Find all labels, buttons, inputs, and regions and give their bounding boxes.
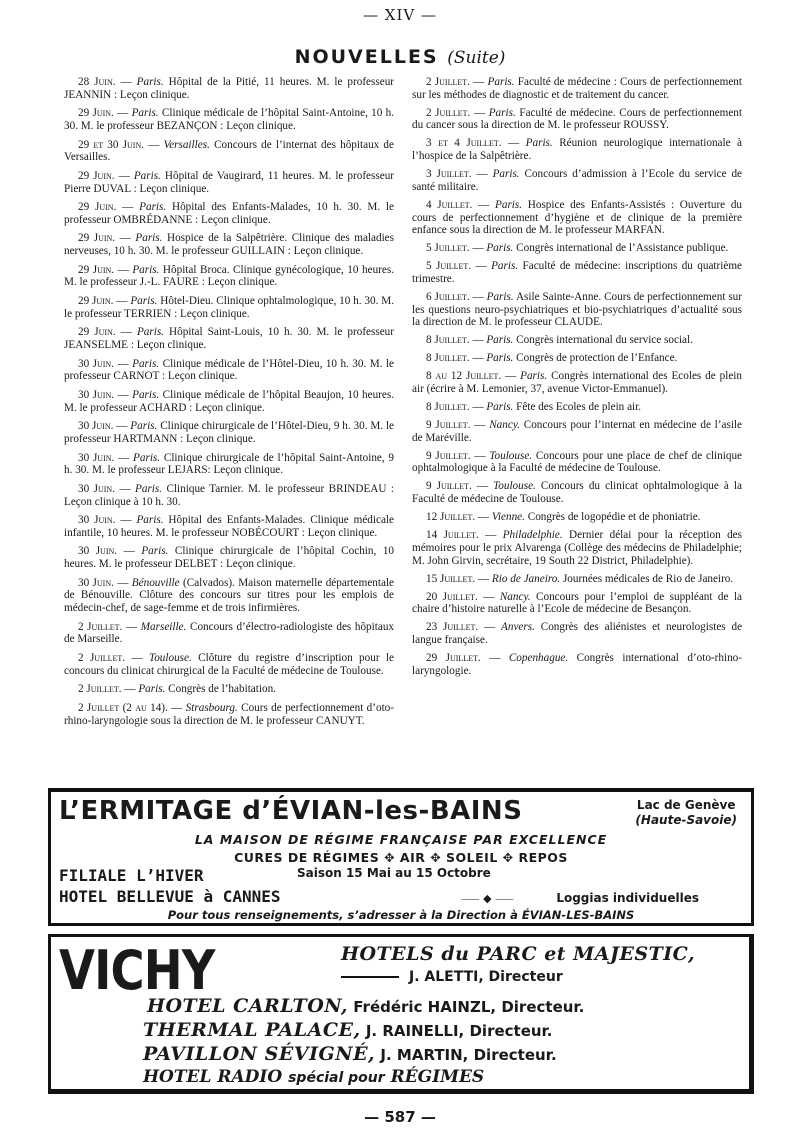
roman-page-number: — XIV — bbox=[363, 6, 437, 24]
entry-text: Clinique médicale de l’hôpital Saint-Antoine, 10 h. 30. M. le professeur BEZANÇON : Leçon clinique. bbox=[64, 107, 395, 132]
news-entry: 30 Juin. — Paris. Clinique médicale de l’hôpital Beaujon, 10 heures. M. le professeur ACHARD : Leçon clinique. bbox=[64, 388, 395, 414]
entry-place: Philadelphie. bbox=[502, 529, 563, 542]
entry-date: 29 Juin. bbox=[78, 263, 115, 276]
news-entry: 12 Juillet. — Vienne. Congrès de logopédie et de phoniatrie. bbox=[426, 511, 701, 524]
entry-text: Dernier délai pour la réception des mémoires pour le prix Alvarenga (Collège des médecins de Philadelphie; M. John Girvin, secrétaire, 19 South 22 District, Philadelphie). bbox=[412, 529, 742, 567]
news-entry: 15 Juillet. — Rio de Janeiro. Journées médicales de Rio de Janeiro. bbox=[426, 572, 734, 585]
entry-text: Congrès de logopédie et de phoniatrie. bbox=[527, 511, 701, 524]
ad-vichy-rule bbox=[341, 976, 399, 978]
news-entry: 2 Juillet. — Paris. Congrès de l’habitation. bbox=[78, 683, 276, 696]
entry-text: Hôpital Broca. Clinique gynécologique, 10 heures. M. le professeur J.-L. FAURE : Leçon clinique. bbox=[64, 263, 395, 289]
entry-text: Congrès international des Ecoles de plein air (écrire à M. Lemonier, 37, avenue Victor-Emmanuel). bbox=[412, 370, 742, 396]
entry-text: Congrès de protection de l’Enfance. bbox=[516, 352, 678, 365]
entry-place: Paris. bbox=[133, 451, 161, 464]
news-entry: 28 Juin. — Paris. Hôpital de la Pitié, 11 heures. M. le professeur JEANNIN : Leçon clinique. bbox=[64, 76, 395, 101]
news-entry: 23 Juillet. — Anvers. Congrès des aliénistes et neurologistes de langue française. bbox=[412, 621, 742, 646]
ad-vichy-aletti-text: J. ALETTI, Directeur bbox=[409, 969, 563, 985]
news-entry: 2 Juillet (2 au 14). — Strasbourg. Cours de perfectionnement d’oto-rhino-laryngologie sous la direction de M. le professeur CANUYT. bbox=[64, 701, 395, 727]
news-entry: 8 Juillet. — Paris. Congrès de protection de l’Enfance. bbox=[426, 352, 678, 365]
entry-place: Paris. bbox=[131, 107, 159, 120]
ad-evian-filiale: FILIALE L’HIVER bbox=[59, 866, 204, 885]
ad-ermitage-evian bbox=[48, 788, 754, 926]
entry-date: 20 Juillet. bbox=[426, 590, 478, 603]
news-entry: 14 Juillet. — Philadelphie. Dernier délai pour la réception des mémoires pour le prix Alvarenga (Collège des médecins de Philadelphie; M. John Girvin, secrétaire, 19 South 22 District, Philadelphie). bbox=[412, 529, 742, 567]
entry-date: 2 Juillet. bbox=[78, 683, 122, 696]
entry-text: Cours de perfectionnement d’oto-rhino-laryngologie sous la direction de M. le professeur CANUYT. bbox=[64, 701, 395, 727]
ad-evian-region: (Haute-Savoie) bbox=[635, 813, 737, 827]
entry-date: 8 Juillet. bbox=[426, 334, 470, 347]
entry-date: 14 Juillet. bbox=[426, 529, 479, 542]
entry-date: 28 Juin. bbox=[78, 76, 116, 88]
entry-place: Paris. bbox=[486, 290, 514, 303]
entry-date: 29 Juin. bbox=[78, 295, 114, 308]
entry-place: Paris. bbox=[488, 106, 516, 119]
entry-place: Strasbourg. bbox=[185, 701, 238, 714]
entry-date: 8 Juillet. bbox=[426, 401, 470, 414]
entry-text: Concours pour l’emploi de suppléant de la chaire d’histoire naturelle à l’Ecole de médecine de Besançon. bbox=[412, 590, 742, 616]
entry-text: Faculté de médecine : Cours de perfectionnement sur les méthodes de diagnostic et de traitement du cancer. bbox=[412, 76, 742, 101]
entry-place: Rio de Janeiro. bbox=[491, 572, 561, 585]
entry-date: 30 Juin. bbox=[78, 451, 115, 464]
entry-date: 5 Juillet. bbox=[426, 260, 472, 273]
entry-date: 9 Juillet. bbox=[426, 419, 471, 432]
entry-text: Hôtel-Dieu. Clinique ophtalmologique, 10 h. 30. M. le professeur TERRIEN : Leçon clinique. bbox=[64, 295, 395, 320]
entry-place: Versailles. bbox=[163, 138, 210, 151]
entry-text: Concours pour une place de chef de clinique ophtalmologique à la Faculté de médecine de Toulouse. bbox=[412, 449, 742, 475]
ad-vichy-logo: VICHY bbox=[59, 939, 215, 1002]
entry-place: Paris. bbox=[136, 76, 164, 88]
news-entry: 8 Juillet. — Paris. Congrès international du service social. bbox=[426, 334, 693, 347]
news-entry: 30 Juin. — Paris. Clinique Tarnier. M. le professeur BRINDEAU : Leçon clinique à 10 h. 30. bbox=[64, 482, 394, 508]
news-entry: 29 et 30 Juin. — Versailles. Concours de l’internat des hôpitaux de Versailles. bbox=[64, 138, 394, 164]
ad-vichy-radio bbox=[143, 1067, 484, 1087]
news-entry: 5 Juillet. — Paris. Faculté de médecine: inscriptions du quatrième trimestre. bbox=[412, 260, 742, 285]
ad-evian-cures: CURES DE RÉGIMES ✥ AIR ✥ SOLEIL ✥ REPOS bbox=[234, 850, 568, 865]
entry-date: 2 Juillet. bbox=[426, 76, 470, 88]
entry-place: Paris. bbox=[141, 545, 169, 558]
entry-place: Vienne. bbox=[491, 511, 525, 524]
entry-date: 29 Juillet. bbox=[426, 651, 481, 664]
entry-text: Clinique chirurgicale de l’Hôtel-Dieu, 9 h. 30. M. le professeur HARTMANN : Leçon clinique. bbox=[64, 420, 395, 445]
page-heading bbox=[0, 46, 800, 68]
entry-date: 30 Juin. bbox=[78, 420, 114, 433]
news-entry: 4 Juillet. — Paris. Hospice des Enfants-Assistés : Ouverture du cours de perfectionnement d’hygiène et de clinique de la première enfance sous la direction de M. le professeur MARFAN. bbox=[412, 198, 742, 237]
entry-text: Hôpital de Vaugirard, 11 heures. M. le professeur Pierre DUVAL : Leçon clinique. bbox=[64, 169, 395, 195]
entry-date: 5 Juillet. bbox=[426, 242, 470, 255]
entry-text: Journées médicales de Rio de Janeiro. bbox=[562, 572, 734, 585]
entry-place: Nancy. bbox=[489, 419, 520, 432]
ad-vichy-director: Frédéric HAINZL, Directeur. bbox=[353, 998, 585, 1016]
entry-place: Paris. bbox=[486, 334, 514, 347]
entry-place: Paris. bbox=[132, 357, 160, 370]
ad-vichy-radio-end: RÉGIMES bbox=[390, 1067, 485, 1087]
ad-vichy-director: J. MARTIN, Directeur. bbox=[380, 1046, 557, 1064]
news-entry: 29 Juin. — Paris. Hôpital des Enfants-Malades, 10 h. 30. M. le professeur OMBRÉDANNE : Leçon clinique. bbox=[64, 201, 394, 226]
news-entry: 2 Juillet. — Toulouse. Clôture du registre d’inscription pour le concours du clinicat chirurgical de la Faculté de médecine de Toulouse. bbox=[64, 652, 394, 677]
entry-text: Asile Sainte-Anne. Cours de perfectionnement sur les questions neuro-psychiatriques et bio-psychiatriques d’actualité sous la direction de M. le professeur CLAUDE. bbox=[412, 290, 742, 329]
entry-place: Paris. bbox=[130, 420, 158, 433]
entry-date: 15 Juillet. bbox=[426, 572, 476, 585]
entry-text: Faculté de médecine. Cours de perfectionnement du cancer sous la direction de M. le professeur ROUSSY. bbox=[412, 106, 742, 132]
entry-place: Bénouville bbox=[131, 576, 180, 589]
news-entry: 30 Juin. — Paris. Clinique médicale de l’Hôtel-Dieu, 10 h. 30. M. le professeur CARNOT : Leçon clinique. bbox=[64, 357, 395, 383]
entry-date: 8 Juillet. bbox=[426, 352, 470, 365]
entry-place: Paris. bbox=[486, 352, 514, 365]
entry-place: Paris. bbox=[486, 401, 514, 414]
news-entry: 29 Juin. — Paris. Hôpital Saint-Louis, 10 h. 30. M. le professeur JEANSELME : Leçon clinique. bbox=[64, 326, 395, 352]
heading-suffix: (Suite) bbox=[447, 48, 506, 68]
news-entry: 29 Juin. — Paris. Hôpital de Vaugirard, 11 heures. M. le professeur Pierre DUVAL : Leçon clinique. bbox=[64, 169, 395, 195]
entry-date: 29 Juin. bbox=[78, 232, 116, 245]
entry-text: Congrès de l’habitation. bbox=[168, 683, 276, 696]
entry-text: Concours d’électro-radiologiste des hôpitaux de Marseille. bbox=[64, 620, 395, 646]
news-entry: 5 Juillet. — Paris. Congrès international de l’Assistance publique. bbox=[426, 242, 729, 255]
news-column-left bbox=[64, 76, 394, 782]
news-entry: 30 Juin. — Paris. Clinique chirurgicale de l’hôpital Cochin, 10 heures. M. le professeur DELBET : Leçon clinique. bbox=[64, 545, 395, 571]
entry-text: Faculté de médecine: inscriptions du quatrième trimestre. bbox=[412, 260, 742, 285]
ad-evian-location bbox=[635, 798, 737, 828]
entry-date: 30 Juin. bbox=[78, 514, 116, 527]
entry-text: Clinique Tarnier. M. le professeur BRINDEAU : Leçon clinique à 10 h. 30. bbox=[64, 482, 394, 508]
news-entry: 30 Juin. — Bénouville (Calvados). Maison maternelle départementale de Bénouville. Clôture des concours sur titres pour les emplois de médecin-chef, de sage-femme et de trois infirmières. bbox=[64, 576, 395, 615]
news-entry: 29 Juin. — Paris. Hospice de la Salpêtrière. Clinique des maladies nerveuses, 10 h. 30. M. le professeur GUILLAIN : Leçon clinique. bbox=[64, 232, 394, 258]
entry-date: 29 et 30 Juin. bbox=[78, 138, 145, 151]
ad-vichy-line-sevigne bbox=[143, 1043, 557, 1065]
ad-vichy-hotel-name: PAVILLON SÉVIGNÉ, bbox=[143, 1043, 376, 1065]
entry-place: Paris. bbox=[486, 242, 514, 255]
entry-text: Concours de l’internat des hôpitaux de Versailles. bbox=[64, 138, 394, 164]
ad-evian-saison: Saison 15 Mai au 15 Octobre bbox=[297, 866, 491, 880]
entry-date: 2 Juillet. bbox=[78, 620, 123, 633]
ad-vichy-aletti bbox=[341, 969, 563, 985]
page-number: — 587 — bbox=[364, 1108, 436, 1126]
entry-text: Hospice des Enfants-Assistés : Ouverture du cours de perfectionnement d’hygiène et de clinique de la première enfance sous la direction de M. le professeur MARFAN. bbox=[412, 198, 742, 237]
entry-place: Paris. bbox=[135, 482, 163, 495]
ad-evian-tagline: LA MAISON DE RÉGIME FRANÇAISE PAR EXCELLENCE bbox=[194, 832, 608, 847]
entry-place: Nancy. bbox=[499, 590, 531, 603]
entry-date: 2 Juillet. bbox=[426, 106, 471, 119]
ad-vichy-radio-mid: spécial pour bbox=[288, 1070, 385, 1086]
ad-vichy-director: J. RAINELLI, Directeur. bbox=[365, 1022, 553, 1040]
entry-text: Fête des Ecoles de plein air. bbox=[516, 401, 642, 414]
ad-vichy-radio-name: HOTEL RADIO bbox=[143, 1067, 283, 1087]
entry-text: Clinique médicale de l’hôpital Beaujon, 10 heures. M. le professeur ACHARD : Leçon clinique. bbox=[64, 388, 395, 414]
ad-vichy-hotel-name: THERMAL PALACE, bbox=[143, 1019, 361, 1041]
entry-text: Hôpital de la Pitié, 11 heures. M. le professeur JEANNIN : Leçon clinique. bbox=[64, 76, 395, 101]
entry-date: 9 Juillet. bbox=[426, 480, 472, 493]
entry-place: Paris. bbox=[136, 326, 164, 339]
entry-text: Clinique chirurgicale de l’hôpital Saint-Antoine, 9 h. 30. M. le professeur LEJARS: Leçon clinique. bbox=[64, 451, 395, 477]
entry-text: (Calvados). Maison maternelle départementale de Bénouville. Clôture des concours sur titres pour les emplois de médecin-chef, de sage-femme et de trois infirmières. bbox=[64, 576, 395, 615]
news-entry: 29 Juin. — Paris. Hôtel-Dieu. Clinique ophtalmologique, 10 h. 30. M. le professeur TERRIEN : Leçon clinique. bbox=[64, 295, 395, 320]
entry-date: 30 Juin. bbox=[78, 388, 115, 401]
entry-date: 8 au 12 Juillet. bbox=[426, 370, 502, 383]
entry-place: Paris. bbox=[138, 683, 166, 696]
ad-evian-contact: Pour tous renseignements, s’adresser à la Direction à ÉVIAN-LES-BAINS bbox=[167, 908, 635, 922]
entry-text: Concours pour l’internat en médecine de l’asile de Maréville. bbox=[412, 419, 742, 444]
ad-evian-title: L’ERMITAGE d’ÉVIAN-les-BAINS bbox=[59, 796, 523, 826]
entry-date: 3 Juillet. bbox=[426, 168, 472, 181]
entry-text: Concours d’admission à l’Ecole du service de santé militaire. bbox=[412, 168, 742, 193]
entry-place: Paris. bbox=[130, 295, 158, 308]
entry-date: 29 Juin. bbox=[78, 201, 117, 214]
entry-date: 2 Juillet (2 au 14). bbox=[78, 701, 168, 714]
news-entry: 29 Juin. — Paris. Hôpital Broca. Clinique gynécologique, 10 heures. M. le professeur J.-L. FAURE : Leçon clinique. bbox=[64, 263, 395, 289]
entry-date: 30 Juin. bbox=[78, 545, 118, 558]
ad-evian-loggias: Loggias individuelles bbox=[556, 891, 699, 905]
entry-text: Réunion neurologique internationale à l’hospice de la Salpêtrière. bbox=[412, 137, 742, 163]
entry-date: 30 Juin. bbox=[78, 576, 114, 589]
entry-date: 23 Juillet. bbox=[426, 621, 479, 634]
news-entry: 30 Juin. — Paris. Hôpital des Enfants-Malades. Clinique médicale infantile, 10 heures. M. le professeur NOBÉCOURT : Leçon clinique. bbox=[64, 514, 395, 539]
news-entry: 3 Juillet. — Paris. Concours d’admission à l’Ecole du service de santé militaire. bbox=[412, 168, 742, 193]
news-entry: 6 Juillet. — Paris. Asile Sainte-Anne. Cours de perfectionnement sur les questions neuro-psychiatriques et bio-psychiatriques d’actualité sous la direction de M. le professeur CLAUDE. bbox=[412, 290, 742, 329]
entry-place: Paris. bbox=[491, 260, 519, 273]
news-entry: 29 Juillet. — Copenhague. Congrès international d’oto-rhino-laryngologie. bbox=[412, 651, 742, 677]
ad-vichy-line-thermal bbox=[143, 1019, 553, 1041]
entry-text: Hôpital des Enfants-Malades. Clinique médicale infantile, 10 heures. M. le professeur NOBÉCOURT : Leçon clinique. bbox=[64, 514, 395, 539]
ad-evian-hotel: HOTEL BELLEVUE à CANNES bbox=[59, 887, 281, 906]
news-entry: 2 Juillet. — Marseille. Concours d’électro-radiologiste des hôpitaux de Marseille. bbox=[64, 620, 395, 646]
entry-place: Paris. bbox=[136, 514, 164, 527]
news-entry: 30 Juin. — Paris. Clinique chirurgicale de l’hôpital Saint-Antoine, 9 h. 30. M. le professeur LEJARS: Leçon clinique. bbox=[64, 451, 395, 477]
entry-text: Concours du clinicat ophtalmologique à la Faculté de médecine de Toulouse. bbox=[412, 480, 742, 506]
entry-place: Paris. bbox=[132, 263, 160, 276]
news-entry: 2 Juillet. — Paris. Faculté de médecine : Cours de perfectionnement sur les méthodes de diagnostic et de traitement du cancer. bbox=[412, 76, 742, 101]
entry-place: Paris. bbox=[520, 370, 548, 383]
ad-evian-lac: Lac de Genève bbox=[636, 798, 736, 812]
entry-date: 30 Juin. bbox=[78, 357, 115, 370]
entry-place: Toulouse. bbox=[149, 652, 192, 665]
heading-title: NOUVELLES bbox=[294, 46, 439, 68]
entry-text: Hospice de la Salpêtrière. Clinique des maladies nerveuses, 10 h. 30. M. le professeur GUILLAIN : Leçon clinique. bbox=[64, 232, 394, 258]
news-entry: 20 Juillet. — Nancy. Concours pour l’emploi de suppléant de la chaire d’histoire naturelle à l’Ecole de médecine de Besançon. bbox=[412, 590, 742, 616]
entry-place: Paris. bbox=[133, 169, 161, 182]
news-columns bbox=[64, 76, 742, 782]
ad-vichy-line-carlton bbox=[147, 995, 584, 1017]
news-entry: 29 Juin. — Paris. Clinique médicale de l’hôpital Saint-Antoine, 10 h. 30. M. le professeur BEZANÇON : Leçon clinique. bbox=[64, 107, 395, 132]
entry-text: Hôpital des Enfants-Malades, 10 h. 30. M. le professeur OMBRÉDANNE : Leçon clinique. bbox=[64, 201, 394, 226]
entry-place: Paris. bbox=[135, 232, 163, 245]
entry-text: Congrès international du service social. bbox=[516, 334, 693, 347]
entry-place: Paris. bbox=[132, 388, 160, 401]
news-entry: 3 et 4 Juillet. — Paris. Réunion neurologique internationale à l’hospice de la Salpêtrière. bbox=[412, 137, 742, 163]
entry-text: Hôpital Saint-Louis, 10 h. 30. M. le professeur JEANSELME : Leçon clinique. bbox=[64, 326, 395, 352]
news-entry: 8 Juillet. — Paris. Fête des Ecoles de plein air. bbox=[426, 401, 642, 414]
entry-date: 30 Juin. bbox=[78, 482, 115, 495]
entry-date: 4 Juillet. bbox=[426, 198, 473, 211]
entry-place: Marseille. bbox=[140, 620, 187, 633]
news-entry: 8 au 12 Juillet. — Paris. Congrès international des Ecoles de plein air (écrire à M. Lemonier, 37, avenue Victor-Emmanuel). bbox=[412, 370, 742, 396]
entry-date: 29 Juin. bbox=[78, 107, 114, 120]
entry-date: 6 Juillet. bbox=[426, 290, 470, 303]
news-entry: 9 Juillet. — Toulouse. Concours du clinicat ophtalmologique à la Faculté de médecine de Toulouse. bbox=[412, 480, 742, 506]
entry-text: Congrès international de l’Assistance publique. bbox=[516, 242, 729, 255]
ad-evian-ornament: ⸺ ◆ ⸺ bbox=[461, 892, 514, 905]
entry-place: Toulouse. bbox=[493, 480, 536, 493]
ad-vichy-hotels bbox=[48, 934, 754, 1094]
news-entry: 9 Juillet. — Nancy. Concours pour l’internat en médecine de l’asile de Maréville. bbox=[412, 419, 742, 444]
entry-text: Clôture du registre d’inscription pour le concours du clinicat chirurgical de la Faculté de médecine de Toulouse. bbox=[64, 652, 394, 677]
entry-text: Congrès international d’oto-rhino-laryngologie. bbox=[412, 651, 742, 677]
entry-place: Paris. bbox=[525, 137, 553, 150]
entry-place: Paris. bbox=[139, 201, 167, 214]
entry-text: Congrès des aliénistes et neurologistes de langue française. bbox=[412, 621, 742, 646]
entry-place: Paris. bbox=[487, 76, 515, 88]
entry-date: 2 Juillet. bbox=[78, 652, 126, 665]
entry-place: Anvers. bbox=[501, 621, 535, 634]
entry-text: Clinique médicale de l’Hôtel-Dieu, 10 h. 30. M. le professeur CARNOT : Leçon clinique. bbox=[64, 357, 395, 383]
entry-text: Clinique chirurgicale de l’hôpital Cochin, 10 heures. M. le professeur DELBET : Leçon clinique. bbox=[64, 545, 395, 571]
entry-place: Copenhague. bbox=[508, 651, 569, 664]
entry-date: 29 Juin. bbox=[78, 326, 116, 339]
news-entry: 2 Juillet. — Paris. Faculté de médecine. Cours de perfectionnement du cancer sous la direction de M. le professeur ROUSSY. bbox=[412, 106, 742, 132]
entry-place: Toulouse. bbox=[489, 449, 533, 462]
news-entry: 30 Juin. — Paris. Clinique chirurgicale de l’Hôtel-Dieu, 9 h. 30. M. le professeur HARTMANN : Leçon clinique. bbox=[64, 420, 395, 445]
entry-date: 29 Juin. bbox=[78, 169, 115, 182]
news-column-right bbox=[412, 76, 742, 782]
ad-vichy-parc: HOTELS du PARC et MAJESTIC, bbox=[341, 943, 696, 965]
entry-place: Paris. bbox=[495, 198, 523, 211]
entry-date: 9 Juillet. bbox=[426, 449, 471, 462]
entry-place: Paris. bbox=[492, 168, 520, 181]
ad-vichy-hotel-name: HOTEL CARLTON, bbox=[147, 995, 349, 1017]
entry-date: 12 Juillet. bbox=[426, 511, 476, 524]
entry-date: 3 et 4 Juillet. bbox=[426, 137, 502, 150]
news-entry: 9 Juillet. — Toulouse. Concours pour une place de chef de clinique ophtalmologique à la Faculté de médecine de Toulouse. bbox=[412, 449, 742, 475]
